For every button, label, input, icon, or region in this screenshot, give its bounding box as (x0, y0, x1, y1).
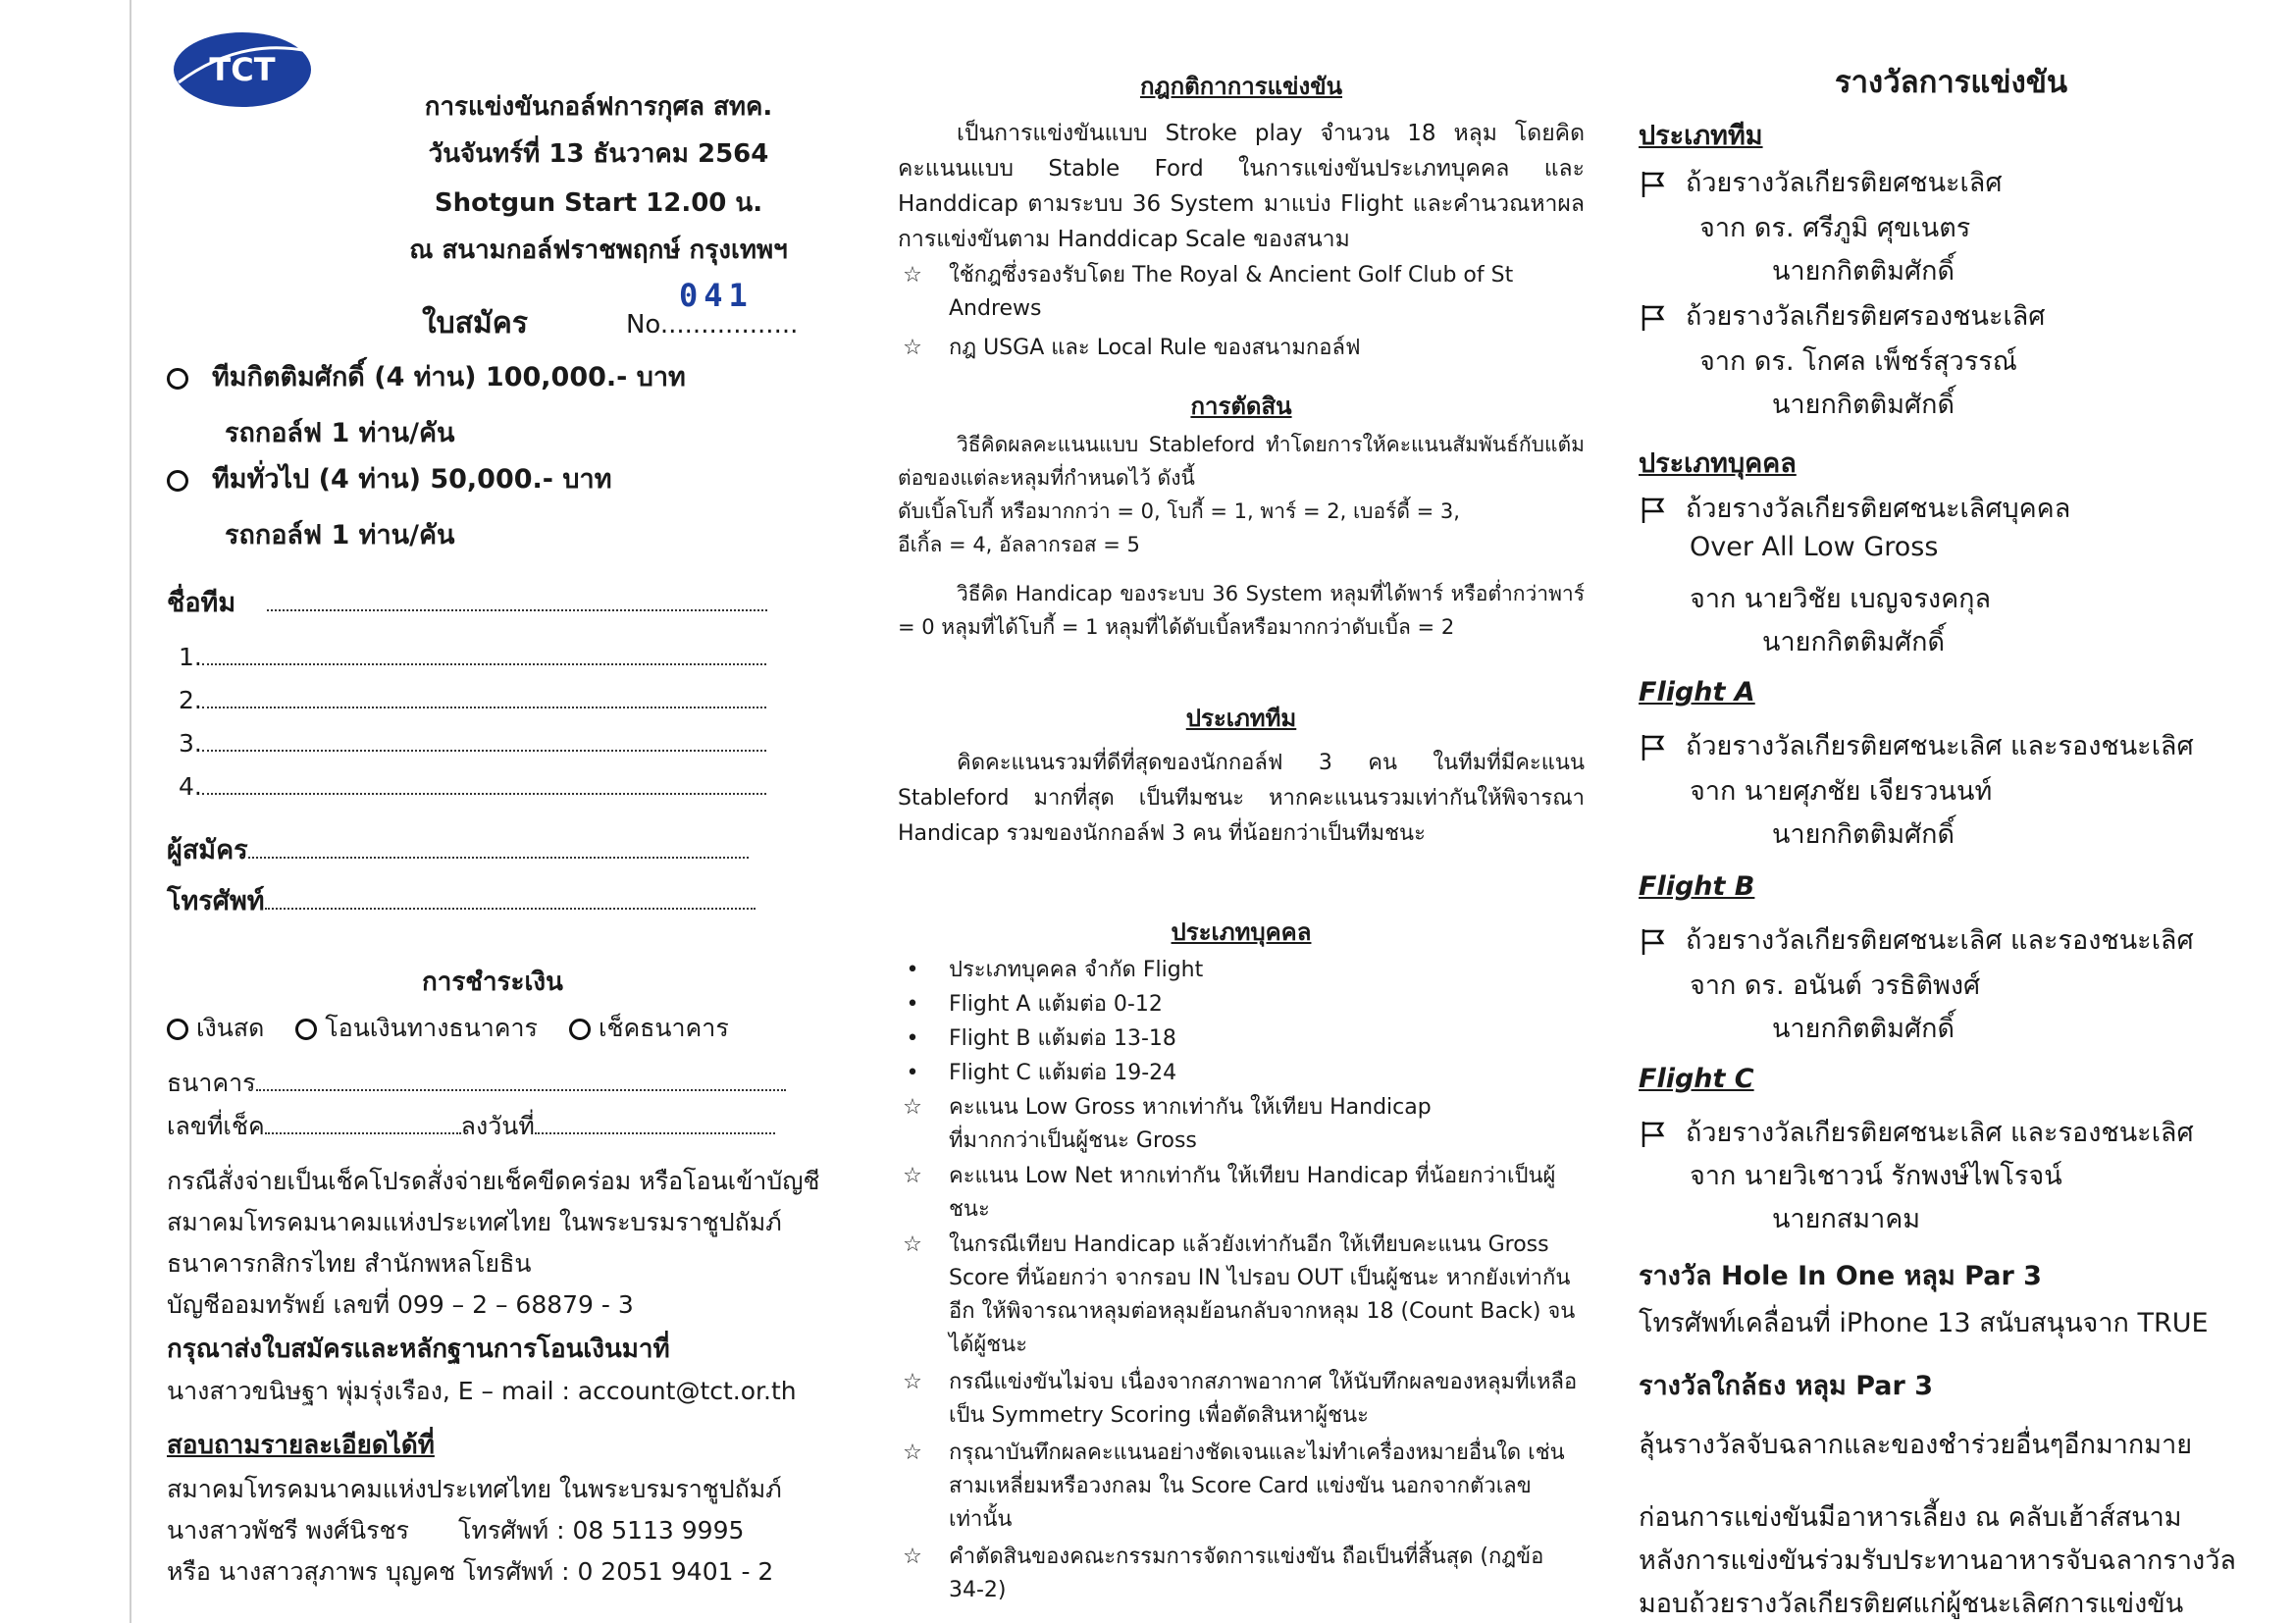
indiv-star-2 (898, 1160, 1565, 1227)
payment-note-1: กรณีสั่งจ่ายเป็นเช็คโปรดสั่งจ่ายเช็คขีดคร่อม หรือโอนเข้าบัญชี (167, 1167, 820, 1195)
team-award-2-title: นายกกิตติมศักดิ์ (1772, 390, 1955, 420)
nearest-pin-heading: รางวัลใกล้ธง หลุม Par 3 (1639, 1371, 1934, 1401)
honorary-team-radio[interactable] (167, 368, 188, 390)
pay-cash-radio[interactable] (167, 1019, 188, 1040)
flight-c-title: นายกสมาคม (1772, 1204, 1921, 1234)
phone-field[interactable] (167, 879, 756, 921)
hole-in-one-prize: โทรศัพท์เคลื่อนที่ iPhone 13 สนับสนุนจาก TRUE (1639, 1308, 2209, 1338)
awards-individual-heading: ประเภทบุคคล (1639, 448, 1797, 479)
member-2-label: 2. (179, 686, 202, 714)
member-3-label: 3. (179, 729, 202, 758)
team-name-field[interactable] (167, 581, 767, 623)
team-award-1-text: ถ้วยรางวัลเกียรติยศชนะเลิศ (1686, 168, 2003, 198)
indiv-star-6-text: คำตัดสินของคณะกรรมการจัดการแข่งขัน ถือเป็นที่สิ้นสุด (กฎข้อ 34-2) (949, 1545, 1544, 1602)
payment-options (167, 1009, 753, 1048)
indiv-bullet-2 (898, 988, 1585, 1022)
judging-para-1b: ดับเบิ้ลโบกี้ หรือมากกว่า = 0, โบกี้ = 1, พาร์ = 2, เบอร์ดี้ = 3, (898, 499, 1460, 523)
rules-title: กฎกติกาการแข่งขัน (1139, 73, 1343, 100)
indiv-bullet-3 (898, 1022, 1585, 1056)
member-1-label: 1. (179, 643, 202, 671)
individual-rules-title: ประเภทบุคคล (1171, 918, 1312, 946)
indiv-award-1-sub: Over All Low Gross (1690, 532, 1939, 562)
closing-line-1: ก่อนการแข่งขันมีอาหารเลี้ยง ณ คลับเฮ้าส์สนาม (1639, 1502, 2182, 1533)
payment-note-4: บัญชีออมทรัพย์ เลขที่ 099 – 2 – 68879 - 3 (167, 1290, 634, 1319)
flight-b-from: จาก ดร. อนันต์ วรธิติพงศ์ (1690, 970, 1981, 1001)
rule-item-2 (898, 332, 1585, 365)
star-icon: ☆ (903, 1370, 922, 1394)
rule-item-1-text: ใช้กฎซึ่งรองรับโดย The Royal & Ancient Golf Club of St Andrews (949, 263, 1514, 321)
contact-line-2 (167, 1511, 744, 1550)
member-2-field[interactable] (179, 685, 766, 714)
pay-transfer-option[interactable] (295, 1014, 538, 1042)
indiv-star-5-text: กรุณาบันทึกผลคะแนนอย่างชัดเจนและไม่ทำเครื่องหมายอื่นใด เช่น สามเหลี่ยมหรือวงกลม ใน Score Card แข่งขัน นอกจากตัวเลขเท่านั้น (949, 1441, 1565, 1532)
contact-line-3: หรือ นางสาวสุภาพร บุญคช โทรศัพท์ : 0 2051 9401 - 2 (167, 1557, 774, 1586)
star-icon: ☆ (903, 1095, 922, 1120)
rule-item-1 (898, 259, 1585, 326)
closing-line-2: หลังการแข่งขันร่วมรับประทานอาหารจับฉลากรางวัล (1639, 1545, 2236, 1576)
flight-c-from: จาก นายวิเชาวน์ รักพงษ์ไพโรจน์ (1690, 1161, 2062, 1191)
flight-b-heading: Flight B (1639, 871, 1755, 902)
honorary-team-cart: รถกอล์ฟ 1 ท่าน/คัน (225, 418, 455, 448)
contact-phone-1: โทรศัพท์ : 08 5113 9995 (457, 1516, 745, 1545)
hole-in-one-heading: รางวัล Hole In One หลุม Par 3 (1639, 1261, 2042, 1291)
flight-b-title: นายกกิตติมศักดิ์ (1772, 1014, 1955, 1044)
bullet-icon: • (906, 1061, 919, 1085)
indiv-star-1 (898, 1091, 1447, 1158)
closing-line-3: มอบถ้วยรางวัลเกียรติยศแก่ผู้ชนะเลิศการแข่งขัน (1639, 1589, 2184, 1619)
applicant-label: ผู้สมัคร (167, 835, 248, 865)
flight-b-award (1639, 918, 2194, 961)
indiv-award-1-title: นายกกิตติมศักดิ์ (1762, 627, 1946, 657)
flight-c-award-text: ถ้วยรางวัลเกียรติยศชนะเลิศ และรองชนะเลิศ (1686, 1118, 2194, 1148)
applicant-field[interactable] (167, 828, 749, 870)
team-rules-title: ประเภททีม (1185, 705, 1297, 732)
flag-icon (1639, 733, 1668, 762)
star-icon: ☆ (903, 263, 922, 288)
phone-label: โทรศัพท์ (167, 886, 265, 917)
bank-label: ธนาคาร (167, 1069, 256, 1097)
logo-text: TCT (209, 51, 276, 88)
pay-cheque-option[interactable] (569, 1014, 729, 1042)
payment-title: การชำระเงิน (422, 968, 563, 997)
cheque-date-label: ลงวันที่ (460, 1112, 535, 1140)
indiv-star-2-text: คะแนน Low Net หากเท่ากัน ให้เทียบ Handicap ที่น้อยกว่าเป็นผู้ชนะ (949, 1164, 1556, 1222)
event-title-line1: การแข่งขันกอล์ฟการกุศล สทค. (424, 92, 773, 122)
indiv-bullet-4-text: Flight C แต้มต่อ 19-24 (949, 1061, 1177, 1085)
indiv-star-6 (898, 1541, 1585, 1607)
indiv-bullet-1-text: ประเภทบุคคล จำกัด Flight (949, 958, 1204, 982)
bullet-icon: • (906, 1026, 919, 1051)
contact-person-1: นางสาวพัชรี พงศ์นิรชร (167, 1516, 409, 1545)
team-award-1-title: นายกกิตติมศักดิ์ (1772, 256, 1955, 287)
team-award-1 (1639, 161, 2002, 203)
payment-note-3: ธนาคารกสิกรไทย สำนักพหลโยธิน (167, 1249, 532, 1278)
pay-cash-option[interactable] (167, 1014, 264, 1042)
indiv-bullet-4 (898, 1057, 1585, 1090)
member-3-field[interactable] (179, 728, 766, 758)
star-icon: ☆ (903, 1232, 922, 1257)
member-4-field[interactable] (179, 771, 766, 801)
member-1-field[interactable] (179, 642, 766, 671)
member-4-label: 4. (179, 772, 202, 801)
team-rules-para: คิดคะแนนรวมที่ดีที่สุดของนักกอล์ฟ 3 คน ในทีมที่มีคะแนน Stableford มากที่สุด เป็นทีมชนะ หากคะแนนรวมเท่ากันให้พิจารณา Handicap รวมของนักกอล์ฟ 3 คน ที่น้อยกว่าเป็นทีมชนะ (898, 751, 1585, 846)
rules-intro: เป็นการแข่งขันแบบ Stroke play จำนวน 18 หลุม โดยคิดคะแนนแบบ Stable Ford ในการแข่งขันประเภทบุคคล และ Handdicap ตามระบบ 36 System มาแบ่ง Flight และคำนวณหาผลการแข่งขันตาม Handdicap Scale ของสนาม (898, 121, 1585, 252)
bullet-icon: • (906, 958, 919, 982)
form-serial-number: 041 (679, 277, 754, 314)
indiv-star-4-text: กรณีแข่งขันไม่จบ เนื่องจากสภาพอากาศ ให้นับทึกผลของหลุมที่เหลือเป็น Symmetry Scoring เพื่อตัดสินหาผู้ชนะ (949, 1370, 1578, 1428)
indiv-star-4 (898, 1366, 1585, 1433)
flight-a-heading: Flight A (1639, 677, 1755, 707)
team-award-2-text: ถ้วยรางวัลเกียรติยศรองชนะเลิศ (1686, 301, 2046, 332)
indiv-star-3 (898, 1229, 1585, 1362)
bank-field[interactable] (167, 1064, 786, 1103)
lucky-draw-line: ลุ้นรางวัลจับฉลากและของชำร่วยอื่นๆอีกมากมาย (1639, 1430, 2193, 1460)
pay-transfer-radio[interactable] (295, 1019, 317, 1040)
rule-item-2-text: กฎ USGA และ Local Rule ของสนามกอล์ฟ (949, 336, 1361, 360)
team-award-2-from: จาก ดร. โกศล เพ็ชร์สุวรรณ์ (1699, 346, 2017, 377)
star-icon: ☆ (903, 1441, 922, 1465)
team-option-honorary[interactable] (167, 355, 834, 453)
indiv-bullet-2-text: Flight A แต้มต่อ 0-12 (949, 992, 1163, 1017)
contact-line-1: สมาคมโทรคมนาคมแห่งประเทศไทย ในพระบรมราชูปถัมภ์ (167, 1475, 782, 1503)
flag-icon (1639, 303, 1668, 333)
indiv-award-1-from: จาก นายวิชัย เบญจรงคกุล (1690, 584, 1992, 614)
team-award-1-from: จาก ดร. ศรีภูมิ ศุขเนตร (1699, 213, 1971, 243)
indiv-award-1 (1639, 487, 2070, 529)
judging-para-2: วิธีคิด Handicap ของระบบ 36 System หลุมที่ได้พาร์ หรือต่ำกว่าพาร์ = 0 หลุมที่ได้โบกี้ = 1 หลุมที่ได้ดับเบิ้ลหรือมากกว่าดับเบิ้ล = 2 (898, 582, 1585, 639)
awards-title: รางวัลการแข่งขัน (1835, 65, 2068, 100)
flag-icon (1639, 1120, 1668, 1149)
awards-team-heading: ประเภททีม (1639, 121, 1763, 151)
flag-icon (1639, 496, 1668, 525)
judging-para-1c: อีเกิ้ล = 4, อัลลากรอส = 5 (898, 533, 1140, 556)
general-team-label: ทีมทั่วไป (4 ท่าน) 50,000.- บาท (212, 464, 612, 495)
pay-cheque-label: เช็คธนาคาร (598, 1014, 729, 1042)
cheque-no-label: เลขที่เช็ค (167, 1112, 265, 1140)
flight-c-award (1639, 1111, 2194, 1153)
flight-a-from: จาก นายศุภชัย เจียรวนนท์ (1690, 776, 1993, 807)
payment-note-2: สมาคมโทรคมนาคมแห่งประเทศไทย ในพระบรมราชูปถัมภ์ (167, 1208, 782, 1236)
flag-icon (1639, 170, 1668, 199)
indiv-star-1-text: คะแนน Low Gross หากเท่ากัน ให้เทียบ Handicap ที่มากกว่าเป็นผู้ชนะ Gross (949, 1095, 1432, 1153)
general-team-radio[interactable] (167, 470, 188, 492)
form-number-field[interactable]: No................. (625, 310, 799, 340)
event-venue: ณ สนามกอล์ฟราชพฤกษ์ กรุงเทพฯ (409, 236, 788, 265)
flight-a-title: นายกกิตติมศักดิ์ (1772, 819, 1955, 850)
contact-title: สอบถามรายละเอียดได้ที่ (167, 1431, 435, 1460)
pay-transfer-label: โอนเงินทางธนาคาร (325, 1014, 538, 1042)
bullet-icon: • (906, 992, 919, 1017)
send-contact: นางสาวขนิษฐา พุ่มรุ่งเรือง, E – mail : account@tct.or.th (167, 1377, 797, 1405)
honorary-team-label: ทีมกิตติมศักดิ์ (4 ท่าน) 100,000.- บาท (212, 362, 686, 393)
tct-logo (171, 29, 314, 110)
team-option-general[interactable] (167, 457, 834, 555)
form-title-row (422, 300, 798, 346)
star-icon: ☆ (903, 1164, 922, 1188)
pay-cheque-radio[interactable] (569, 1019, 591, 1040)
flight-a-award-text: ถ้วยรางวัลเกียรติยศชนะเลิศ และรองชนะเลิศ (1686, 731, 2194, 761)
star-icon: ☆ (903, 336, 922, 360)
flight-a-award (1639, 724, 2194, 766)
page-edge-line (130, 0, 131, 1623)
indiv-bullet-3-text: Flight B แต้มต่อ 13-18 (949, 1026, 1176, 1051)
event-start-time: Shotgun Start 12.00 น. (434, 188, 763, 218)
general-team-cart: รถกอล์ฟ 1 ท่าน/คัน (225, 520, 455, 550)
star-icon: ☆ (903, 1545, 922, 1569)
event-date: วันจันทร์ที่ 13 ธันวาคม 2564 (428, 139, 769, 169)
indiv-award-1-text: ถ้วยรางวัลเกียรติยศชนะเลิศบุคคล (1686, 494, 2071, 524)
team-name-label: ชื่อทีม (167, 588, 236, 618)
form-title: ใบสมัคร (422, 306, 528, 341)
judging-title: การตัดสิน (1190, 393, 1292, 420)
send-title: กรุณาส่งใบสมัครและหลักฐานการโอนเงินมาที่ (167, 1335, 670, 1364)
flight-c-heading: Flight C (1639, 1064, 1754, 1094)
flag-icon (1639, 927, 1668, 957)
pay-cash-label: เงินสด (196, 1014, 265, 1042)
indiv-bullet-1 (898, 954, 1585, 987)
team-award-2 (1639, 294, 2045, 337)
indiv-star-3-text: ในกรณีเทียบ Handicap แล้วยังเท่ากันอีก ให้เทียบคะแนน Gross Score ที่น้อยกว่า จากรอบ IN ไปรอบ OUT เป็นผู้ชนะ หากยังเท่ากันอีก ให้พิจารณาหลุมต่อหลุมย้อนกลับจากหลุม 18 (Count Back) จนได้ผู้ชนะ (949, 1232, 1576, 1357)
judging-para-1: วิธีคิดผลคะแนนแบบ Stableford ทำโดยการให้คะแนนสัมพันธ์กับแต้มต่อของแต่ละหลุมที่กำหนดไว้ ดังนี้ (898, 433, 1585, 490)
flight-b-award-text: ถ้วยรางวัลเกียรติยศชนะเลิศ และรองชนะเลิศ (1686, 925, 2194, 956)
indiv-star-5 (898, 1437, 1585, 1537)
cheque-field[interactable] (167, 1107, 775, 1146)
